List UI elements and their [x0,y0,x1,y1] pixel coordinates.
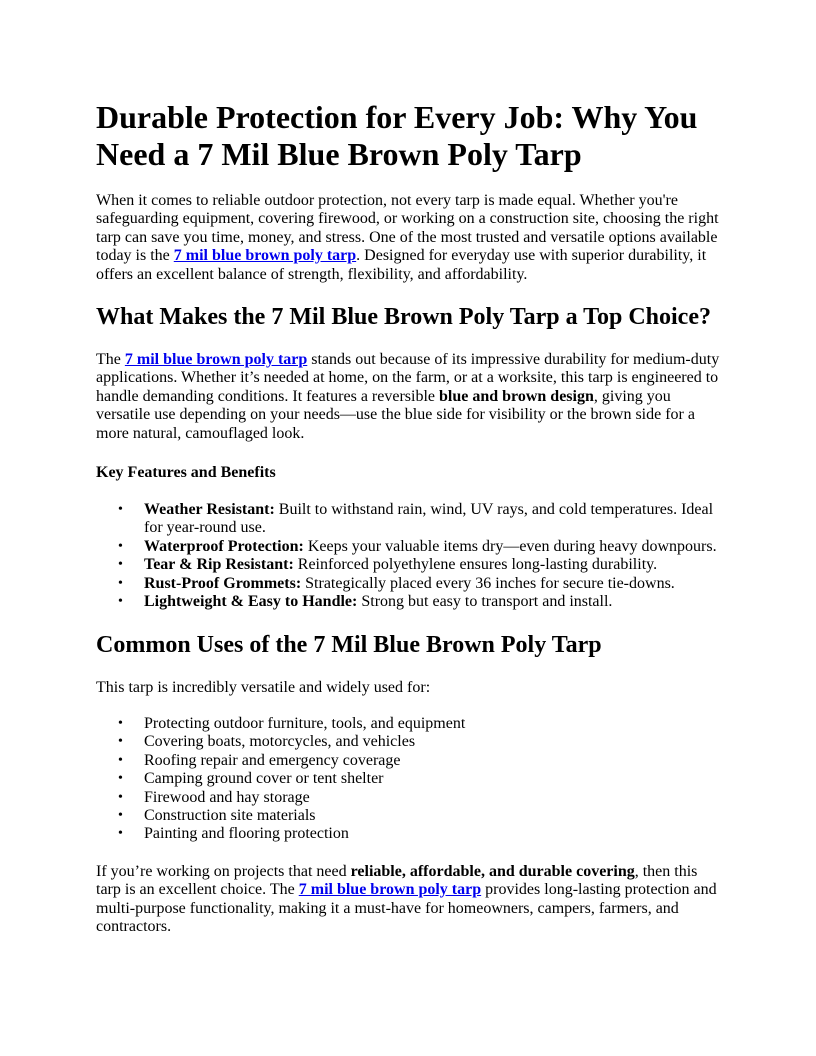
closing-text-before: If you’re working on projects that need [96,862,351,880]
bullet-icon: • [118,807,123,823]
intro-product-link[interactable]: 7 mil blue brown poly tarp [173,247,357,265]
use-text: Roofing repair and emergency coverage [144,751,401,769]
feature-item [118,574,722,593]
feature-item [118,556,722,574]
bullet-icon: • [118,557,123,573]
use-item [118,788,722,807]
use-text: Construction site materials [144,806,316,824]
use-text: Firewood and hay storage [144,788,310,806]
feature-text: Keeps your valuable items dry—even during heavy downpours. [303,537,717,555]
top-choice-product-link[interactable]: 7 mil blue brown poly tarp [124,351,308,369]
feature-label: Weather Resistant: [144,501,275,519]
uses-list [96,715,722,844]
closing-text-middle: , then this tarp is an excellent choice. The [96,862,698,899]
subheading-key-features: Key Features and Benefits [96,464,276,482]
bullet-icon: • [118,771,123,787]
top-choice-text-after: , giving you versatile use depending on your needs—use the blue side for visibility or the brown side for a more natural, camouflaged look. [96,387,695,442]
use-item [118,806,722,825]
bullet-icon: • [118,575,123,591]
features-list [96,501,722,611]
section-heading-common-uses: Common Uses of the 7 Mil Blue Brown Poly Tarp [96,631,602,658]
feature-text: Strong but easy to transport and install. [357,593,613,611]
feature-item [118,537,722,556]
section-heading-top-choice: What Makes the 7 Mil Blue Brown Poly Tarp a Top Choice? [96,304,711,331]
closing-product-link[interactable]: 7 mil blue brown poly tarp [298,881,482,899]
closing-text-after: provides long-lasting protection and multi-purpose functionality, making it a must-have for homeowners, campers, farmers, and contractors. [96,881,717,935]
use-text: Protecting outdoor furniture, tools, and equipment [144,714,466,732]
use-item [118,714,722,733]
bullet-icon: • [118,752,123,768]
intro-text-after: . Designed for everyday use with superior durability, it offers an excellent balance of strength, flexibility, and affordability. [96,247,707,283]
use-text: Covering boats, motorcycles, and vehicles [144,733,416,751]
top-choice-bold-design: blue and brown design [439,387,594,405]
uses-lead-paragraph: This tarp is incredibly versatile and widely used for: [96,678,431,696]
feature-text: Reinforced polyethylene ensures long-lasting durability. [293,556,658,574]
closing-paragraph [96,863,722,937]
feature-label: Lightweight & Easy to Handle: [144,593,358,611]
intro-paragraph [96,192,722,284]
intro-text-before: When it comes to reliable outdoor protection, not every tarp is made equal. Whether you're safeguarding equipment, covering firewood, or working on a construction site, choosing the right tarp can save you time, money, and stress. One of the most trusted and versatile options available today is the [96,192,719,265]
use-item [118,825,722,843]
feature-label: Waterproof Protection: [144,537,304,555]
feature-label: Rust-Proof Grommets: [144,574,302,592]
bullet-icon: • [118,715,123,731]
use-text: Painting and flooring protection [144,825,349,843]
top-choice-text-before: The [96,351,125,369]
feature-label: Tear & Rip Resistant: [144,556,294,574]
use-item [118,770,722,788]
document-body [96,99,722,936]
feature-item [118,593,722,611]
use-item [118,751,722,770]
bullet-icon: • [118,789,123,805]
bullet-icon: • [118,502,123,518]
feature-text: Built to withstand rain, wind, UV rays, and cold temperatures. Ideal for year-round use. [144,501,714,537]
feature-text: Strategically placed every 36 inches for secure tie-downs. [301,574,675,592]
top-choice-paragraph [96,351,722,443]
feature-item [118,501,722,538]
page-title: Durable Protection for Every Job: Why You Need a 7 Mil Blue Brown Poly Tarp [96,99,698,172]
bullet-icon: • [118,594,123,610]
bullet-icon: • [118,826,123,842]
use-text: Camping ground cover or tent shelter [144,770,384,788]
closing-bold: reliable, affordable, and durable covering [350,862,635,880]
bullet-icon: • [118,538,123,554]
bullet-icon: • [118,734,123,750]
top-choice-text-middle: stands out because of its impressive durability for medium-duty applications. Whether it’s needed at home, on the farm, or at a worksite, this tarp is engineered to handle demanding conditions. It features a reversible [96,351,720,405]
use-item [118,733,722,751]
